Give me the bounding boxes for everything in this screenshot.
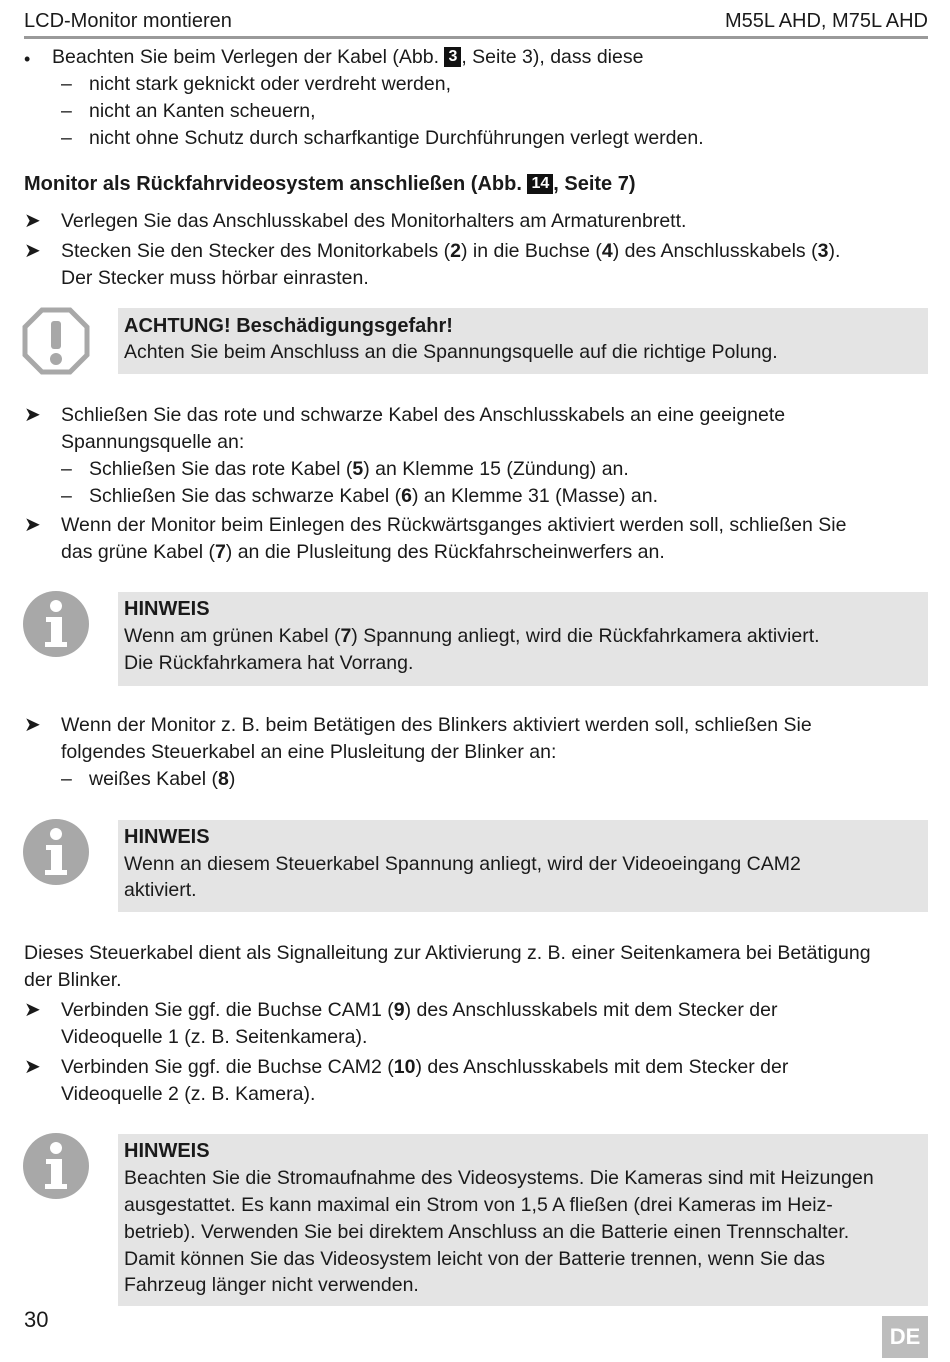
arrow-icon: ➤ (24, 210, 41, 232)
intro-dash-2: nicht an Kanten scheuern, (89, 100, 316, 122)
info-icon (22, 1132, 90, 1200)
step-6-line-2: Videoquelle 1 (z. B. Seitenkamera). (61, 1026, 368, 1048)
note-3-line-1: Beachten Sie die Stromaufnahme des Videosystems. Die Kameras sind mit Heizungen (124, 1167, 874, 1189)
paragraph-line-2: der Blinker. (24, 969, 122, 991)
info-icon (22, 590, 90, 658)
step-5-line-2: folgendes Steuerkabel an eine Plusleitung der Blinker an: (61, 741, 557, 763)
note-2-line-1: Wenn an diesem Steuerkabel Spannung anliegt, wird der Videoeingang CAM2 (124, 853, 801, 875)
dash-marker: – (61, 768, 72, 790)
step-3-dash-1: Schließen Sie das rote Kabel (5) an Klemme 15 (Zündung) an. (89, 458, 629, 480)
exclamation-octagon-icon (22, 307, 90, 375)
figure-ref-14: 14 (527, 174, 553, 194)
bullet-dot: • (24, 49, 31, 69)
intro-dash-1: nicht stark geknickt oder verdreht werden, (89, 73, 452, 95)
dash-marker: – (61, 458, 72, 480)
page-header (24, 6, 928, 39)
intro-dash-3: nicht ohne Schutz durch scharfkantige Durchführungen verlegt werden. (89, 127, 704, 149)
step-7: Verbinden Sie ggf. die Buchse CAM2 (10) des Anschlusskabels mit dem Stecker der (61, 1056, 789, 1078)
section-heading: Monitor als Rückfahrvideosystem anschließen (Abb. 14 , Seite 7) (24, 173, 636, 195)
note-3-title: HINWEIS (124, 1140, 210, 1162)
dash-marker: – (61, 73, 72, 95)
note-3-line-5: Fahrzeug länger nicht verwenden. (124, 1274, 419, 1296)
arrow-icon: ➤ (24, 404, 41, 426)
step-1: Verlegen Sie das Anschlusskabel des Monitorhalters am Armaturenbrett. (61, 210, 687, 232)
step-5-dash-1: weißes Kabel (8) (89, 768, 236, 790)
header-title: LCD-Monitor montieren (24, 10, 232, 32)
step-6: Verbinden Sie ggf. die Buchse CAM1 (9) des Anschlusskabels mit dem Stecker der (61, 999, 778, 1021)
step-5: Wenn der Monitor z. B. beim Betätigen des Blinkers aktiviert werden soll, schließen Sie (61, 714, 812, 736)
dash-marker: – (61, 127, 72, 149)
arrow-icon: ➤ (24, 240, 41, 262)
figure-ref-3: 3 (444, 47, 461, 67)
intro-bullet: Beachten Sie beim Verlegen der Kabel (Abb. 3 , Seite 3), dass diese (52, 46, 644, 68)
note-1-line-1: Wenn am grünen Kabel (7) Spannung anliegt, wird die Rückfahrkamera aktiviert. (124, 625, 820, 647)
info-icon (22, 818, 90, 886)
note-3-line-2: ausgestattet. Es kann maximal ein Strom von 1,5 A fließen (drei Kameras im Heiz- (124, 1194, 833, 1216)
step-3: Schließen Sie das rote und schwarze Kabel des Anschlusskabels an eine geeignete (61, 404, 786, 426)
step-3-line-2: Spannungsquelle an: (61, 431, 245, 453)
step-7-line-2: Videoquelle 2 (z. B. Kamera). (61, 1083, 316, 1105)
note-3-line-3: betrieb). Verwenden Sie bei direktem Anschluss an die Batterie einen Trennschalter. (124, 1221, 850, 1243)
paragraph-line-1: Dieses Steuerkabel dient als Signalleitung zur Aktivierung z. B. einer Seitenkamera bei Betätigung (24, 942, 871, 964)
dash-marker: – (61, 485, 72, 507)
language-tab: DE (882, 1316, 928, 1358)
step-2-line-2: Der Stecker muss hörbar einrasten. (61, 267, 369, 289)
step-2: Stecken Sie den Stecker des Monitorkabels (2) in die Buchse (4) des Anschlusskabels (3). (61, 240, 841, 262)
warning-text: Achten Sie beim Anschluss an die Spannungsquelle auf die richtige Polung. (124, 341, 778, 363)
header-models: M55L AHD, M75L AHD (724, 10, 928, 32)
dash-marker: – (61, 100, 72, 122)
note-3-line-4: Damit können Sie das Videosystem leicht von der Batterie trennen, wenn Sie das (124, 1248, 825, 1270)
warning-title: ACHTUNG! Beschädigungsgefahr! (124, 315, 453, 337)
arrow-icon: ➤ (24, 1056, 41, 1078)
note-1-line-2: Die Rückfahrkamera hat Vorrang. (124, 652, 414, 674)
page-number: 30 (24, 1307, 49, 1332)
arrow-icon: ➤ (24, 514, 41, 536)
step-4: Wenn der Monitor beim Einlegen des Rückwärtsganges aktiviert werden soll, schließen Sie (61, 514, 847, 536)
arrow-icon: ➤ (24, 714, 41, 736)
note-2-title: HINWEIS (124, 826, 210, 848)
arrow-icon: ➤ (24, 999, 41, 1021)
step-3-dash-2: Schließen Sie das schwarze Kabel (6) an Klemme 31 (Masse) an. (89, 485, 659, 507)
step-4-line-2: das grüne Kabel (7) an die Plusleitung des Rückfahrscheinwerfers an. (61, 541, 665, 563)
note-1-title: HINWEIS (124, 598, 210, 620)
note-2-line-2: aktiviert. (124, 879, 197, 901)
